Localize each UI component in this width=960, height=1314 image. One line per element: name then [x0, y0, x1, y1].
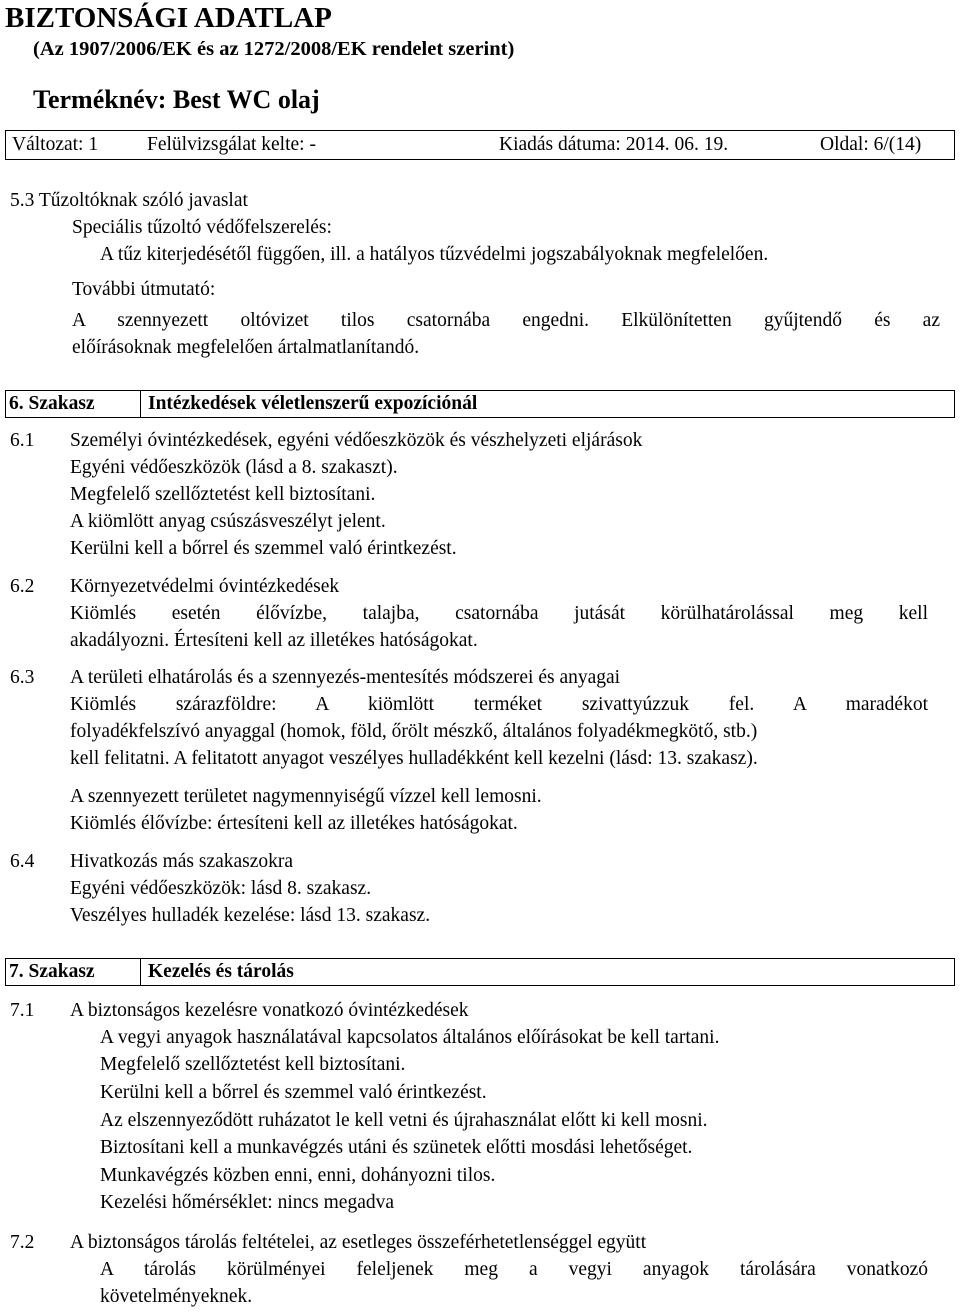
- subsection-7-2-title: A biztonságos tárolás feltételei, az esetleges összeférhetetlenséggel együtt: [70, 1232, 647, 1253]
- document-meta-bar: [5, 130, 955, 160]
- subsection-7-2-number: 7.2: [10, 1232, 35, 1253]
- subsection-6-3-number: 6.3: [10, 667, 35, 688]
- version-label: Változat: 1: [12, 134, 99, 155]
- list-item: Az elszennyeződött ruházatot le kell vetni és újrahasználat előtt ki kell mosni.: [100, 1110, 708, 1131]
- list-item: Megfelelő szellőztetést kell biztosítani.: [100, 1054, 406, 1075]
- product-name: Terméknév: Best WC olaj: [33, 85, 320, 114]
- list-item: Kerülni kell a bőrrel és szemmel való érintkezést.: [100, 1082, 487, 1103]
- list-item: Kezelési hőmérséklet: nincs megadva: [100, 1192, 395, 1213]
- subsection-6-4-line-1: Egyéni védőeszközök: lásd 8. szakasz.: [70, 878, 372, 899]
- guidance-label: További útmutató:: [72, 279, 216, 300]
- list-item: Megfelelő szellőztetést kell biztosítani.: [70, 484, 376, 505]
- issue-date: Kiadás dátuma: 2014. 06. 19.: [499, 134, 729, 155]
- subsection-7-2-line-1: A tárolás körülményei feleljenek meg a vegyi anyagok tárolására vonatkozó: [100, 1259, 928, 1280]
- subsection-6-2-line-2: akadályozni. Értesíteni kell az illetékes hatóságokat.: [70, 630, 478, 651]
- section-7-header: [5, 958, 955, 986]
- section-6-number: 6. Szakasz: [9, 393, 95, 414]
- section-6-header: [5, 390, 955, 418]
- list-item: Egyéni védőeszközök (lásd a 8. szakaszt).: [70, 457, 398, 478]
- guidance-line-1: A szennyezett oltóvizet tilos csatornába engedni. Elkülönítetten gyűjtendő és az: [72, 310, 940, 331]
- list-item: Munkavégzés közben enni, enni, dohányozni tilos.: [100, 1165, 496, 1186]
- page-number: Oldal: 6/(14): [820, 134, 922, 155]
- list-item: Biztosítani kell a munkavégzés utáni és szünetek előtti mosdási lehetőséget.: [100, 1137, 693, 1158]
- list-item: A kiömlött anyag csúszásveszélyt jelent.: [70, 511, 386, 532]
- subsection-5-3-heading: 5.3 Tűzoltóknak szóló javaslat: [10, 190, 248, 211]
- subsection-6-3-line-3: kell felitatni. A felitatott anyagot veszélyes hulladékként kell kezelni (lásd: 13. szakasz).: [70, 748, 758, 769]
- subsection-6-4-number: 6.4: [10, 851, 35, 872]
- revision-date: Felülvizsgálat kelte: -: [147, 134, 316, 155]
- document-title: BIZTONSÁGI ADATLAP: [5, 2, 332, 34]
- subsection-7-1-number: 7.1: [10, 1000, 35, 1021]
- subsection-6-1-number: 6.1: [10, 430, 35, 451]
- list-item: Kerülni kell a bőrrel és szemmel való érintkezést.: [70, 538, 457, 559]
- list-item: A vegyi anyagok használatával kapcsolatos általános előírásokat be kell tartani.: [100, 1027, 720, 1048]
- subsection-6-3-title: A területi elhatárolás és a szennyezés-mentesítés módszerei és anyagai: [70, 667, 621, 688]
- subsection-6-3-line-4: A szennyezett területet nagymennyiségű vízzel kell lemosni.: [70, 786, 542, 807]
- section-7-number: 7. Szakasz: [9, 961, 95, 982]
- subsection-6-4-line-2: Veszélyes hulladék kezelése: lásd 13. szakasz.: [70, 905, 431, 926]
- subsection-6-2-title: Környezetvédelmi óvintézkedések: [70, 576, 340, 597]
- section-divider: [140, 391, 141, 417]
- subsection-6-2-number: 6.2: [10, 576, 35, 597]
- subsection-6-3-line-2: folyadékfelszívó anyaggal (homok, föld, őrölt mészkő, általános folyadékmegkötő, stb.): [70, 721, 758, 742]
- equipment-label: Speciális tűzoltó védőfelszerelés:: [72, 217, 332, 238]
- subsection-7-2-line-2: követelményeknek.: [100, 1286, 253, 1307]
- subsection-6-3-line-1: Kiömlés szárazföldre: A kiömlött terméket szivattyúzzuk fel. A maradékot: [70, 694, 928, 715]
- subsection-7-1-title: A biztonságos kezelésre vonatkozó óvintézkedések: [70, 1000, 469, 1021]
- subsection-6-1-title: Személyi óvintézkedések, egyéni védőeszközök és vészhelyzeti eljárások: [70, 430, 643, 451]
- section-7-title: Kezelés és tárolás: [148, 961, 294, 982]
- section-6-title: Intézkedések véletlenszerű expozíciónál: [148, 393, 478, 414]
- subsection-6-4-title: Hivatkozás más szakaszokra: [70, 851, 294, 872]
- equipment-text: A tűz kiterjedésétől függően, ill. a hatályos tűzvédelmi jogszabályoknak megfelelően.: [100, 244, 769, 265]
- subsection-6-2-line-1: Kiömlés esetén élővízbe, talajba, csatornába jutását körülhatárolással meg kell: [70, 603, 928, 624]
- guidance-line-2: előírásoknak megfelelően ártalmatlanítandó.: [72, 337, 420, 358]
- section-divider: [140, 959, 141, 985]
- regulation-subtitle: (Az 1907/2006/EK és az 1272/2008/EK rendelet szerint): [33, 38, 515, 60]
- subsection-6-3-line-5: Kiömlés élővízbe: értesíteni kell az illetékes hatóságokat.: [70, 813, 518, 834]
